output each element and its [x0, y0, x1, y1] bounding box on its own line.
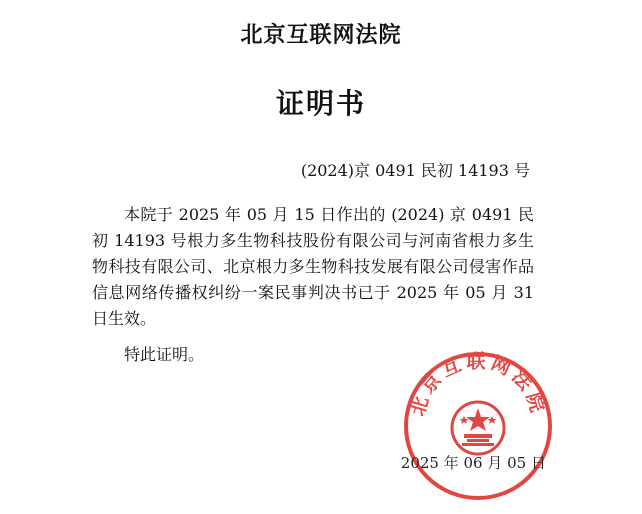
seal-arc-text: 北京互联网法院 — [406, 350, 550, 419]
case-number: (2024)京 0491 民初 14193 号 — [300, 161, 530, 180]
court-seal-stamp — [402, 350, 554, 502]
issue-date: 2025 年 06 月 05 日 — [400, 454, 546, 472]
court-name: 北京互联网法院 — [240, 23, 402, 48]
national-emblem-icon — [452, 402, 504, 454]
certificate-body: 本院于 2025 年 05 月 15 日作出的 (2024) 京 0491 民初 14193 号根力多生物科技股份有限公司与河南省根力多生物科技有限公司、北京根力多生物科技发展有限公司侵害作品信息网络传播权纠纷一案民事判决书已于 2025 年 05 月 31 日生效。 — [92, 205, 534, 328]
document-title: 证明书 — [275, 87, 366, 120]
closing-statement: 特此证明。 — [124, 345, 205, 364]
